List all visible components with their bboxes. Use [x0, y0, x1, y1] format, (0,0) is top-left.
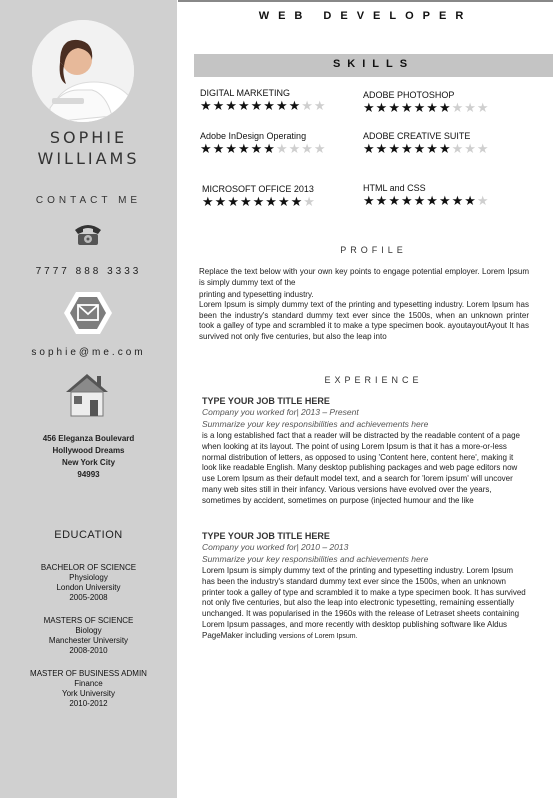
- skill-item: [200, 88, 350, 113]
- star-filled-icon: ★: [239, 194, 253, 209]
- star-filled-icon: ★: [212, 141, 226, 156]
- skill-name: MICROSOFT OFFICE 2013: [202, 184, 314, 194]
- address-line-4: 94993: [77, 470, 100, 479]
- star-filled-icon: ★: [250, 141, 264, 156]
- star-filled-icon: ★: [263, 98, 276, 113]
- house-icon: [62, 370, 112, 425]
- envelope-icon: [62, 290, 114, 341]
- star-empty-icon: ★: [476, 193, 490, 208]
- star-filled-icon: ★: [451, 193, 465, 208]
- star-empty-icon: ★: [313, 141, 327, 156]
- star-empty-icon: ★: [303, 194, 316, 209]
- education-field: Physiology: [69, 573, 108, 582]
- education-degree: MASTERS OF SCIENCE: [43, 616, 134, 625]
- education-years: 2005-2008: [69, 593, 108, 602]
- skill-rating: [202, 195, 352, 209]
- job-2-company: Company you worked for| 2010 – 2013: [202, 542, 349, 552]
- star-empty-icon: ★: [451, 141, 465, 156]
- education-years: 2008-2010: [69, 646, 108, 655]
- skill-rating: [363, 142, 513, 156]
- star-filled-icon: ★: [363, 100, 376, 115]
- star-filled-icon: ★: [464, 193, 477, 208]
- profile-heading: PROFILE: [340, 245, 407, 255]
- job-title: WEB DEVELOPER: [258, 10, 473, 22]
- star-filled-icon: ★: [277, 194, 291, 209]
- education-field: Biology: [75, 626, 102, 635]
- education-entry-1: [0, 563, 177, 603]
- star-filled-icon: ★: [413, 141, 427, 156]
- address-line-2: Hollywood Dreams: [52, 446, 125, 455]
- star-filled-icon: ★: [225, 98, 238, 113]
- star-empty-icon: ★: [451, 100, 465, 115]
- star-filled-icon: ★: [400, 193, 414, 208]
- star-empty-icon: ★: [275, 141, 289, 156]
- education-degree: MASTER OF BUSINESS ADMIN: [30, 669, 147, 678]
- skill-rating: [363, 194, 513, 208]
- skill-item: [200, 131, 350, 156]
- experience-heading: EXPERIENCE: [324, 375, 423, 385]
- education-school: York University: [61, 689, 116, 698]
- job-2-title: TYPE YOUR JOB TITLE HERE: [202, 531, 330, 541]
- skill-name: DIGITAL MARKETING: [200, 88, 291, 98]
- job-2-description-text: Lorem Ipsum is simply dummy text of the printing and typesetting industry. Lorem Ipsum has been the industry's standard dummy text ever since the 1500s, when an unknown printer took a galley of type and scrambled it to make a type specimen book. It has survived not only five centuries, but also the leap into electronic typesetting, remaining essentially unchanged. It was popularised in the 1960s with the release of Letraset sheets containing Lorem Ipsum passages, and more recently with desktop publishing software like Aldus PageMaker including: [202, 566, 526, 640]
- education-degree: BACHELOR OF SCIENCE: [40, 563, 137, 572]
- skill-item: [363, 183, 513, 208]
- star-filled-icon: ★: [290, 194, 304, 209]
- job-2-summary: Summarize your key responsibilities and achievements here: [202, 554, 429, 564]
- star-filled-icon: ★: [375, 141, 389, 156]
- education-entry-2: [0, 616, 177, 656]
- skill-item: [363, 131, 513, 156]
- star-filled-icon: ★: [426, 193, 439, 208]
- contact-heading: CONTACT ME: [35, 195, 142, 206]
- profile-line-1: Replace the text below with your own key points to engage potential employer. Lorem Ipsum is simply dummy text of the: [199, 267, 529, 287]
- star-filled-icon: ★: [438, 193, 452, 208]
- job-1-title: TYPE YOUR JOB TITLE HERE: [202, 396, 330, 406]
- star-filled-icon: ★: [250, 98, 264, 113]
- job-2-description: [202, 566, 526, 643]
- star-filled-icon: ★: [363, 193, 376, 208]
- star-filled-icon: ★: [200, 98, 213, 113]
- star-filled-icon: ★: [275, 98, 289, 113]
- phone-number: 7777 888 3333: [35, 266, 142, 277]
- education-school: Manchester University: [48, 636, 129, 645]
- star-filled-icon: ★: [263, 141, 276, 156]
- education-heading: EDUCATION: [54, 529, 123, 541]
- skill-item: [202, 184, 352, 209]
- star-filled-icon: ★: [227, 194, 240, 209]
- job-1-company: Company you worked for| 2013 – Present: [202, 407, 359, 417]
- education-field: Finance: [74, 679, 103, 688]
- star-empty-icon: ★: [301, 98, 314, 113]
- star-filled-icon: ★: [200, 141, 213, 156]
- star-filled-icon: ★: [225, 141, 238, 156]
- skill-rating: [200, 99, 350, 113]
- skills-heading: SKILLS: [332, 58, 415, 70]
- star-empty-icon: ★: [464, 100, 477, 115]
- star-filled-icon: ★: [288, 98, 302, 113]
- skill-item: [363, 90, 513, 115]
- skill-rating: [363, 101, 513, 115]
- star-filled-icon: ★: [400, 100, 414, 115]
- star-empty-icon: ★: [301, 141, 314, 156]
- star-filled-icon: ★: [237, 98, 251, 113]
- star-filled-icon: ★: [214, 194, 228, 209]
- star-filled-icon: ★: [413, 193, 427, 208]
- star-filled-icon: ★: [202, 194, 215, 209]
- telephone-icon: [72, 222, 104, 253]
- star-empty-icon: ★: [464, 141, 477, 156]
- job-1-summary: Summarize your key responsibilities and achievements here: [202, 419, 429, 429]
- star-empty-icon: ★: [313, 98, 327, 113]
- profile-line-3: Lorem Ipsum is simply dummy text of the printing and typesetting industry. Lorem Ipsum has been the industry's standard dummy text ever since the 1500s, when an unknown printer took a galley of type and scrambled it to make a type specimen book. ayoutayoutAyout It has survived not only five centuries, but also the leap into: [199, 300, 529, 341]
- profile-photo: [32, 20, 134, 122]
- star-filled-icon: ★: [426, 141, 439, 156]
- education-entry-3: [0, 669, 177, 709]
- star-filled-icon: ★: [388, 100, 401, 115]
- star-filled-icon: ★: [400, 141, 414, 156]
- education-school: London University: [56, 583, 121, 592]
- star-filled-icon: ★: [237, 141, 251, 156]
- star-empty-icon: ★: [476, 100, 490, 115]
- profile-line-2: printing and typesetting industry.: [199, 290, 314, 299]
- star-filled-icon: ★: [438, 141, 452, 156]
- name-last: WILLIAMS: [37, 149, 140, 168]
- star-filled-icon: ★: [252, 194, 266, 209]
- name-first: SOPHIE: [49, 128, 128, 147]
- star-empty-icon: ★: [476, 141, 490, 156]
- job-1-description: is a long established fact that a reader will be distracted by the readable content of a page when looking at its layout. The point of using Lorem Ipsum is that it has a more-or-less normal distribution of letters, as opposed to using 'Content here, content here', making it look like readable English. Many desktop publishing packages and web page editors now use Lorem Ipsum as their default model text, and a search for 'lorem ipsum' will uncover many web sites still in their infancy. Various versions have evolved over the years, sometimes by accident, sometimes on purpose (injected humour and the like: [202, 431, 520, 505]
- address-line-3: New York City: [61, 458, 116, 467]
- skill-name: Adobe InDesign Operating: [200, 131, 307, 141]
- skill-name: HTML and CSS: [363, 183, 426, 193]
- star-filled-icon: ★: [438, 100, 452, 115]
- star-filled-icon: ★: [426, 100, 439, 115]
- skill-name: ADOBE CREATIVE SUITE: [363, 131, 471, 141]
- star-filled-icon: ★: [388, 141, 401, 156]
- star-empty-icon: ★: [288, 141, 302, 156]
- skill-rating: [200, 142, 350, 156]
- star-filled-icon: ★: [363, 141, 376, 156]
- star-filled-icon: ★: [388, 193, 401, 208]
- star-filled-icon: ★: [212, 98, 226, 113]
- skill-name: ADOBE PHOTOSHOP: [363, 90, 455, 100]
- star-filled-icon: ★: [265, 194, 278, 209]
- star-filled-icon: ★: [375, 193, 389, 208]
- star-filled-icon: ★: [413, 100, 427, 115]
- address-line-1: 456 Eleganza Boulevard: [42, 434, 135, 443]
- job-2-description-tail: versions of Lorem Ipsum.: [278, 632, 358, 640]
- education-years: 2010-2012: [69, 699, 108, 708]
- star-filled-icon: ★: [375, 100, 389, 115]
- email-address: sophie@me.com: [31, 347, 146, 358]
